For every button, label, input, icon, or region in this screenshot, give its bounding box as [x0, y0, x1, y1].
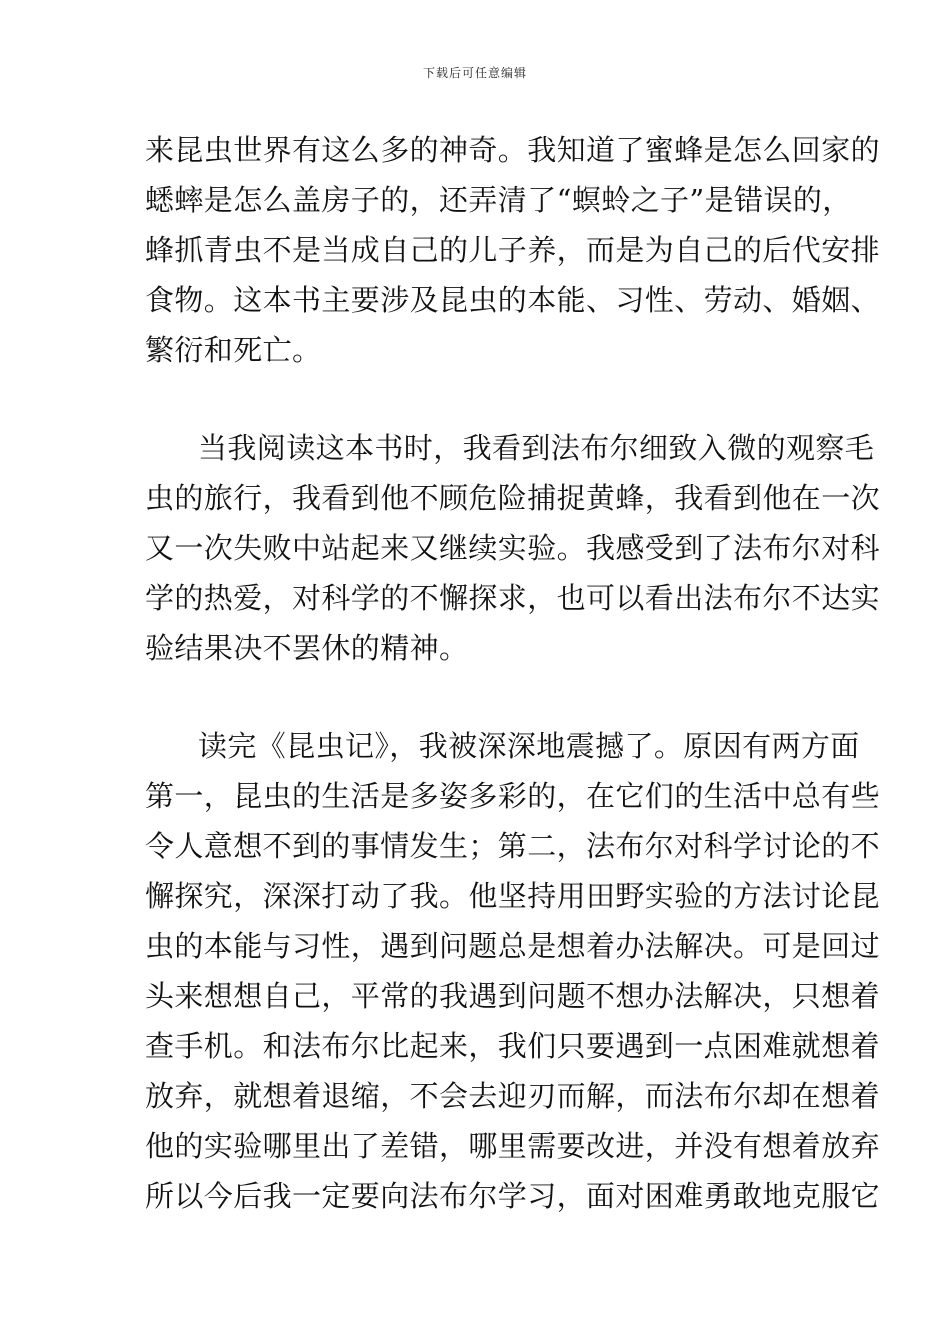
paragraph-2-line-2: 虫的旅行，我看到他不顾危险捕捉黄蜂，我看到他在一次 [145, 481, 881, 515]
paragraph-3-line-10: 所以今后我一定要向法布尔学习，面对困难勇敢地克服它 [145, 1179, 881, 1213]
paragraph-1-line-2: 蟋蟀是怎么盖房子的，还弄清了“螟蛉之子”是错误的， [145, 183, 852, 217]
paragraph-3-line-8: 放弃，就想着退缩，不会去迎刃而解，而法布尔却在想着 [145, 1079, 881, 1113]
paragraph-1-line-4: 食物。这本书主要涉及昆虫的本能、习性、劳动、婚姻、 [145, 283, 881, 317]
page-header: 下载后可任意编辑 [422, 66, 527, 80]
paragraph-2-line-3: 又一次失败中站起来又继续实验。我感受到了法布尔对科 [145, 531, 881, 565]
paragraph-1-line-1: 来昆虫世界有这么多的神奇。我知道了蜜蜂是怎么回家的 [145, 133, 881, 167]
paragraph-2-line-5: 验结果决不罢休的精神。 [145, 631, 469, 665]
paragraph-3-line-4: 懈探究，深深打动了我。他坚持用田野实验的方法讨论昆 [145, 879, 881, 913]
paragraph-3-line-9: 他的实验哪里出了差错，哪里需要改进，并没有想着放弃 [145, 1129, 881, 1163]
paragraph-3-line-3: 令人意想不到的事情发生；第二，法布尔对科学讨论的不 [145, 829, 881, 863]
paragraph-2-line-4: 学的热爱，对科学的不懈探求，也可以看出法布尔不达实 [145, 581, 881, 615]
paragraph-3-line-7: 查手机。和法布尔比起来，我们只要遇到一点困难就想着 [145, 1029, 881, 1063]
paragraph-3-line-2: 第一，昆虫的生活是多姿多彩的，在它们的生活中总有些 [145, 779, 881, 813]
paragraph-3-line-1: 读完《昆虫记》，我被深深地震撼了。原因有两方面 [198, 729, 860, 763]
paragraph-1-line-5: 繁衍和死亡。 [145, 333, 322, 367]
paragraph-3-line-6: 头来想想自己，平常的我遇到问题不想办法解决，只想着 [145, 979, 881, 1013]
paragraph-3-line-5: 虫的本能与习性，遇到问题总是想着办法解决。可是回过 [145, 929, 881, 963]
paragraph-1-line-3: 蜂抓青虫不是当成自己的儿子养，而是为自己的后代安排 [145, 233, 881, 267]
paragraph-2-line-1: 当我阅读这本书时，我看到法布尔细致入微的观察毛 [198, 431, 875, 465]
